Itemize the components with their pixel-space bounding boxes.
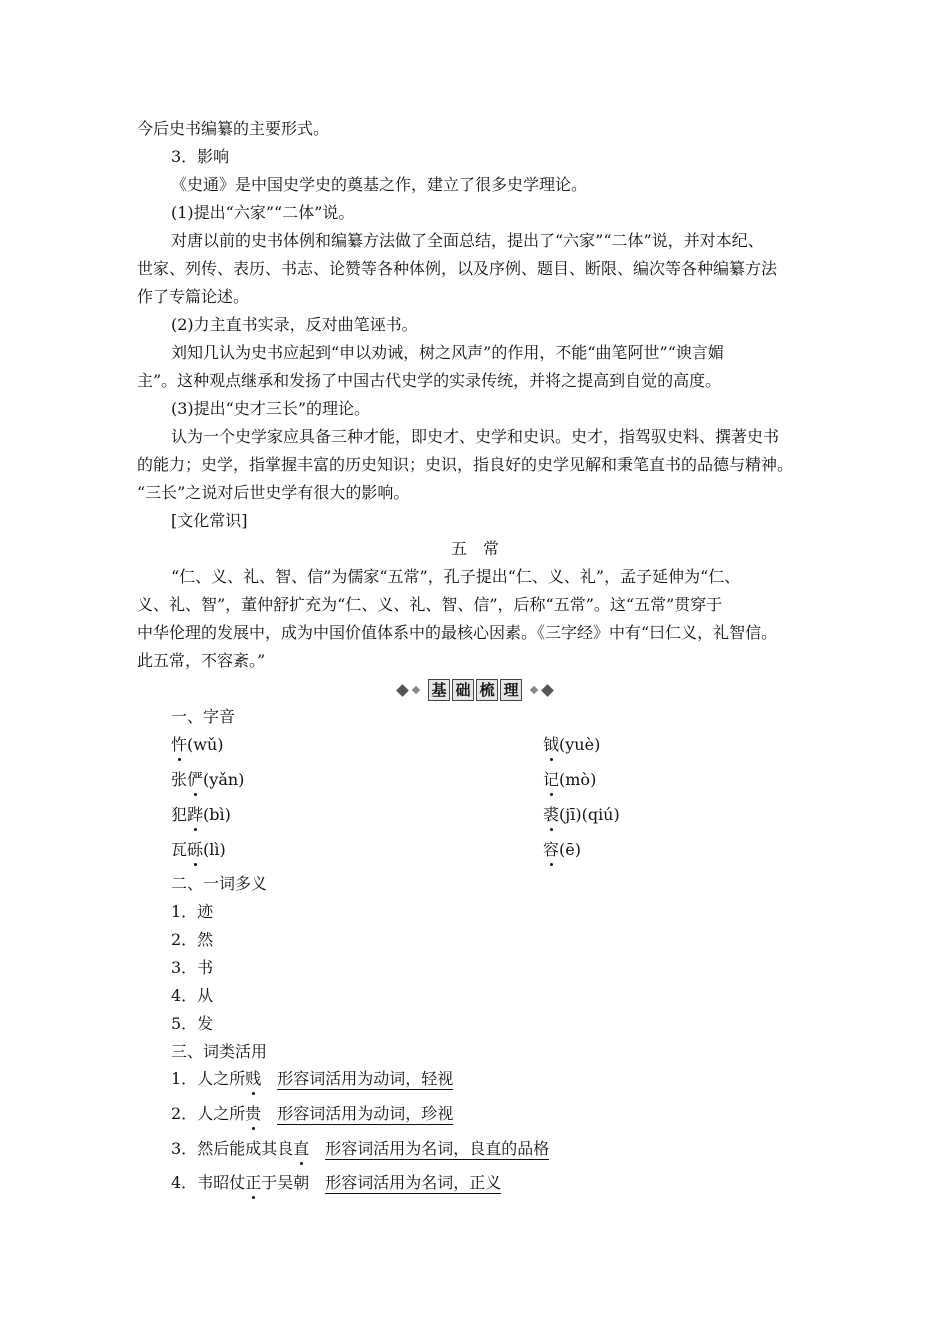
dotted-char: 正	[245, 1173, 262, 1192]
list-item: 1．迹	[171, 902, 214, 921]
pronunciation-item: 容(ē)	[543, 840, 581, 859]
pronunciation-item: 犯跸(bì)	[171, 805, 231, 824]
banner-char: 梳	[476, 679, 498, 701]
list-item: 3．然后能成其良直 形容词活用为名词，良直的品格	[171, 1139, 550, 1158]
culture-title: 五 常	[450, 539, 499, 558]
text-line: 中华伦理的发展中，成为中国价值体系中的最核心因素。《三字经》中有“曰仁义，礼智信。	[137, 623, 778, 642]
text-line: “三长”之说对后世史学有很大的影响。	[137, 483, 410, 502]
dotted-char: 裘	[543, 805, 560, 824]
banner-char: 础	[452, 679, 474, 701]
dotted-char: 跸	[187, 805, 204, 824]
dotted-char: 忤	[171, 735, 188, 754]
pronunciation-item: 瓦砾(lì)	[171, 840, 226, 859]
diamond-icon	[541, 684, 554, 697]
text-line: 义、礼、智”，董仲舒扩充为“仁、义、礼、智、信”，后称“五常”。这“五常”贯穿于	[137, 595, 723, 614]
list-item: 4．韦昭仗正于吴朝 形容词活用为名词，正义	[171, 1173, 502, 1192]
text-line: “仁、义、礼、智、信”为儒家“五常”，孔子提出“仁、义、礼”，孟子延伸为“仁、	[171, 567, 741, 586]
text-line: 的能力；史学，指掌握丰富的历史知识；史识，指良好的史学见解和秉笔直书的品德与精神。	[137, 455, 794, 474]
banner-title	[425, 679, 525, 701]
pronunciation-item: 记(mò)	[543, 770, 597, 789]
dotted-char: 记	[543, 770, 560, 789]
diamond-icon	[530, 686, 538, 694]
text-line: 此五常，不容紊。”	[137, 651, 266, 670]
diamond-icon	[412, 686, 420, 694]
pronunciation-item: 忤(wǔ)	[171, 735, 224, 754]
section-heading: 一、字音	[171, 707, 236, 726]
text-line: 世家、列传、表历、书志、论赞等各种体例，以及序例、题目、断限、编次等各种编纂方法	[137, 259, 778, 278]
text-line: 认为一个史学家应具备三种才能，即史才、史学和史识。史才，指驾驭史料、撰著史书	[171, 427, 780, 446]
dotted-char: 砾	[187, 840, 204, 859]
answer-text: 形容词活用为动词，珍视	[277, 1104, 454, 1123]
list-item: 4．从	[171, 986, 214, 1005]
pronunciation-item: 张俨(yǎn)	[171, 770, 245, 789]
subsection-title: (2)力主直书实录，反对曲笔诬书。	[171, 315, 418, 334]
banner-char: 基	[428, 679, 450, 701]
dotted-char: 容	[543, 840, 560, 859]
list-item: 5．发	[171, 1014, 214, 1033]
section-heading: 3．影响	[171, 147, 230, 166]
dotted-char: 贵	[245, 1104, 262, 1123]
text-line: 对唐以前的史书体例和编纂方法做了全面总结，提出了“六家”“二体”说，并对本纪、	[171, 231, 764, 250]
dotted-char: 贱	[245, 1069, 262, 1088]
banner-char: 理	[500, 679, 522, 701]
section-banner	[0, 678, 950, 702]
text-line: 作了专篇论述。	[137, 287, 250, 306]
dotted-char: 钺	[543, 735, 560, 754]
list-item: 2．人之所贵 形容词活用为动词，珍视	[171, 1104, 454, 1123]
text-line: 刘知几认为史书应起到“申以劝诫，树之风声”的作用，不能“曲笔阿世”“谀言媚	[171, 343, 724, 362]
list-item: 2．然	[171, 930, 214, 949]
text-line: 主”。这种观点继承和发扬了中国古代史学的实录传统，并将之提高到自觉的高度。	[137, 371, 722, 390]
list-item: 1．人之所贱 形容词活用为动词，轻视	[171, 1069, 454, 1088]
answer-text: 形容词活用为名词，良直的品格	[325, 1139, 550, 1158]
pronunciation-item: 裘(jī)(qiú)	[543, 805, 620, 824]
text-line: 今后史书编纂的主要形式。	[137, 119, 330, 138]
answer-text: 形容词活用为名词，正义	[325, 1173, 502, 1192]
subsection-title: (3)提出“史才三长”的理论。	[171, 399, 371, 418]
diamond-icon	[396, 684, 409, 697]
list-item: 3．书	[171, 958, 214, 977]
section-heading: 二、一词多义	[171, 874, 268, 893]
dotted-char: 俨	[187, 770, 204, 789]
section-heading: 三、词类活用	[171, 1042, 268, 1061]
culture-label: [文化常识]	[171, 511, 248, 530]
pronunciation-item: 钺(yuè)	[543, 735, 601, 754]
dotted-char: 直	[293, 1139, 310, 1158]
text-line: 《史通》是中国史学史的奠基之作，建立了很多史学理论。	[171, 175, 588, 194]
subsection-title: (1)提出“六家”“二体”说。	[171, 203, 355, 222]
answer-text: 形容词活用为动词，轻视	[277, 1069, 454, 1088]
